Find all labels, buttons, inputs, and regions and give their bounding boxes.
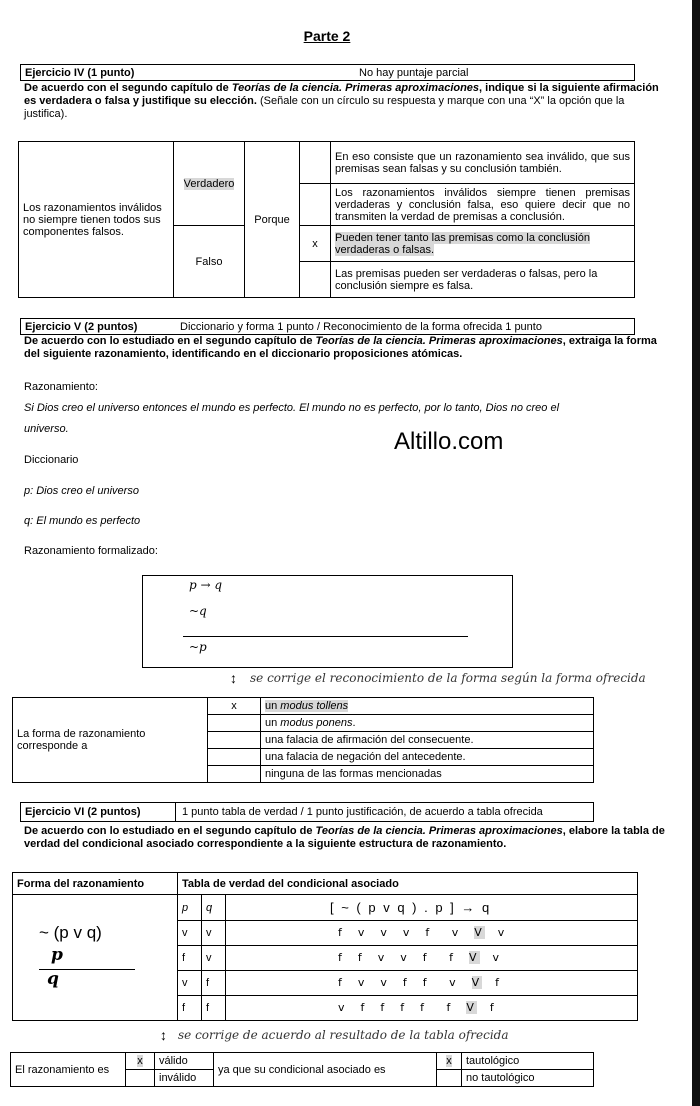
ej6-hdr-q: q — [202, 895, 226, 921]
ej6-header — [20, 802, 594, 822]
ej4-verdadero: Verdadero — [183, 177, 235, 190]
ej5-razonamiento-label: Razonamiento: — [24, 381, 98, 393]
ej5-razonamiento-line1: Si Dios creo el universo entonces el mundo es perfecto. El mundo no es perfecto, por lo tanto, Dios no creo el — [24, 402, 560, 414]
ej5-forma-opt2 — [261, 715, 594, 732]
ej6-valido: válido — [155, 1053, 214, 1070]
ej4-instr-plain: (Señale con un círculo su respuesta y marque con una “X” la opción que la justifica). — [24, 95, 625, 120]
ej6-row2-main: V — [468, 951, 480, 964]
ej5-forma-opt1 — [261, 698, 594, 715]
page-title: Parte 2 — [303, 28, 351, 44]
ej5-formalizado-label: Razonamiento formalizado: — [24, 545, 158, 557]
ej5-form-divider — [183, 636, 468, 637]
ej5-form-line3: ~p — [189, 640, 207, 654]
ej5-score-note: Diccionario y forma 1 punto / Reconocimiento de la forma ofrecida 1 punto — [180, 320, 542, 333]
ej5-forma-opt1-it: modus tollens — [280, 700, 349, 712]
ej6-row2-q: v — [202, 946, 226, 971]
ej6-row1-post: v — [484, 926, 508, 939]
ej6-prem2: p — [51, 945, 63, 965]
ej4-heading: Ejercicio IV (1 punto) — [25, 66, 135, 79]
ej6-row4-post: f — [476, 1001, 497, 1014]
ej6-row4-values — [226, 996, 638, 1021]
ej4-instr-bold: De acuerdo con el segundo capítulo de — [24, 82, 232, 94]
ej5-instr-book: Teorías de la ciencia. Primeras aproximaciones — [315, 335, 563, 347]
ej5-forma-mark-4 — [208, 749, 261, 766]
ej5-form-line2: ~q — [189, 604, 207, 618]
ej6-tauto-mark-cell — [437, 1053, 462, 1070]
ej5-forma-opt2-pre: un — [265, 717, 281, 729]
ej6-row4-main: V — [466, 1001, 477, 1014]
ej6-no-tautologico: no tautológico — [462, 1070, 594, 1087]
ej6-row3-values — [226, 971, 638, 996]
ej5-forma-opt4: una falacia de negación del antecedente. — [261, 749, 594, 766]
ej5-forma-opt2-post: . — [352, 717, 356, 729]
ej4-mark-cell-3: x — [300, 226, 331, 262]
ej6-tautologico: tautológico — [462, 1053, 594, 1070]
ej4-porque: Porque — [245, 142, 300, 298]
ej5-dict-p: p: Dios creo el universo — [24, 485, 139, 497]
ej5-note: se corrige el reconocimiento de la forma según la forma ofrecida — [250, 671, 646, 685]
ej6-col2-header: Tabla de verdad del condicional asociado — [178, 873, 638, 895]
watermark: Altillo.com — [394, 428, 504, 455]
ej5-forma-opt3: una falacia de afirmación del consecuente. — [261, 732, 594, 749]
ej5-header — [20, 318, 635, 335]
ej6-valido-mark-cell — [126, 1053, 155, 1070]
ej6-heading: Ejercicio VI (2 puntos) — [21, 803, 176, 821]
ej4-mark-cell-4 — [300, 262, 331, 298]
ej5-forma-mark-1: x — [208, 698, 261, 715]
ej6-row4-p: f — [178, 996, 202, 1021]
ej6-hdr-p: p — [178, 895, 202, 921]
ej5-diccionario-label: Diccionario — [24, 454, 79, 466]
ej4-option-3-cell — [331, 226, 635, 262]
ej5-formal-box — [142, 575, 513, 668]
ej6-note: se corrige de acuerdo al resultado de la tabla ofrecida — [178, 1028, 509, 1042]
ej4-option-2: Los razonamientos inválidos siempre tienen premisas verdaderas y conclusión falsa, eso quiere decir que no transmiten la verdad de premisas a conclusión. — [331, 184, 635, 226]
ej6-row1-p: v — [178, 921, 202, 946]
ej5-forma-opt5: ninguna de las formas mencionadas — [261, 766, 594, 783]
ej6-invalido-mark-cell — [126, 1070, 155, 1087]
ej6-row3-post: f — [482, 976, 503, 989]
ej6-instr-bold2: , elabore la tabla de verdad del condicional asociado correspondiente a la siguiente estructura de razonamiento. — [24, 825, 665, 850]
ej6-instructions — [24, 825, 669, 851]
ej4-cell-verdadero — [174, 142, 245, 226]
page-edge-bar — [692, 0, 700, 1106]
ej6-formula: [ ~ ( p v q ) . p ] → q — [226, 895, 638, 921]
ej6-row2-post: v — [479, 951, 503, 964]
ej5-dict-q: q: El mundo es perfecto — [24, 515, 141, 527]
ej4-mark-cell-1 — [300, 142, 331, 184]
ej4-instructions — [24, 82, 669, 121]
ej4-mark-cell-2 — [300, 184, 331, 226]
ej6-form-cell — [13, 895, 178, 1021]
ej6-row1-values — [226, 921, 638, 946]
ej6-row3-pre: f v v f f v — [338, 976, 472, 989]
ej6-row4-q: f — [202, 996, 226, 1021]
ej6-final-table — [10, 1052, 594, 1087]
ej4-option-3: Pueden tener tanto las premisas como la conclusión verdaderas o falsas. — [335, 231, 590, 256]
ej4-table — [18, 141, 635, 298]
ej6-row2-values — [226, 946, 638, 971]
ej4-option-4: Las premisas pueden ser verdaderas o falsas, pero la conclusión siempre es falsa. — [331, 262, 635, 298]
ej5-forma-table — [12, 697, 594, 783]
ej5-forma-opt1-pre: un — [265, 700, 281, 712]
ej6-row1-pre: f v v v f v — [338, 926, 475, 939]
ej4-statement: Los razonamientos inválidos no siempre tienen todos sus componentes falsos. — [19, 142, 174, 298]
ej6-concl: q — [47, 969, 59, 989]
ej6-row4-pre: v f f f f f — [338, 1001, 467, 1014]
ej6-instr-book: Teorías de la ciencia. Primeras aproximaciones — [315, 825, 563, 837]
ej5-forma-mark-3 — [208, 732, 261, 749]
ej6-row2-pre: f f v v f f — [338, 951, 469, 964]
ej5-razonamiento-line2: universo. — [24, 423, 69, 435]
ej6-row2-p: f — [178, 946, 202, 971]
ej6-invalido: inválido — [155, 1070, 214, 1087]
ej6-col1-header: Forma del razonamiento — [13, 873, 178, 895]
ej6-tauto-mark: x — [446, 1055, 452, 1067]
ej6-instr-bold: De acuerdo con lo estudiado en el segundo capítulo de — [24, 825, 316, 837]
ej6-score-note: 1 punto tabla de verdad / 1 punto justificación, de acuerdo a tabla ofrecida — [182, 806, 543, 818]
ej6-row3-main: V — [471, 976, 483, 989]
ej5-forma-mark-5 — [208, 766, 261, 783]
ej5-instructions — [24, 335, 669, 361]
ej6-row3-q: f — [202, 971, 226, 996]
updown-arrow-icon-2: ↕ — [160, 1027, 167, 1043]
ej5-forma-mark-2 — [208, 715, 261, 732]
ej5-instr-bold: De acuerdo con lo estudiado en el segundo capítulo de — [24, 335, 316, 347]
ej4-falso: Falso — [174, 226, 245, 298]
ej5-instr-bold2: , extraiga la forma del siguiente razonamiento, identificando en el diccionario proposiciones atómicas. — [24, 335, 657, 360]
ej6-truth-table — [12, 872, 638, 1021]
ej6-valido-mark: x — [137, 1055, 143, 1067]
ej5-heading: Ejercicio V (2 puntos) — [25, 320, 138, 333]
ej6-row1-main: V — [474, 926, 485, 939]
ej6-no-tauto-mark-cell — [437, 1070, 462, 1087]
ej5-form-line1: p → q — [189, 578, 223, 592]
ej6-prem1: ~ (p v q) — [39, 923, 102, 942]
ej6-yaque: ya que su condicional asociado es — [214, 1053, 437, 1087]
ej6-row1-q: v — [202, 921, 226, 946]
ej5-forma-opt2-it: modus ponens — [280, 717, 353, 729]
updown-arrow-icon: ↕ — [230, 670, 237, 686]
ej6-final-label: El razonamiento es — [11, 1053, 126, 1087]
ej4-header — [20, 64, 635, 81]
ej4-instr-book: Teorías de la ciencia. Primeras aproximaciones — [231, 82, 480, 94]
ej4-score-note: No hay puntaje parcial — [359, 66, 469, 79]
ej4-option-1: En eso consiste que un razonamiento sea inválido, que sus premisas sean falsas y su conclusión también. — [331, 142, 635, 184]
ej5-forma-label: La forma de razonamiento corresponde a — [13, 698, 208, 783]
ej4-instr-bold2: , indique si la siguiente afirmación es verdadera o falsa y justifique su elección. — [24, 82, 659, 107]
ej6-row3-p: v — [178, 971, 202, 996]
